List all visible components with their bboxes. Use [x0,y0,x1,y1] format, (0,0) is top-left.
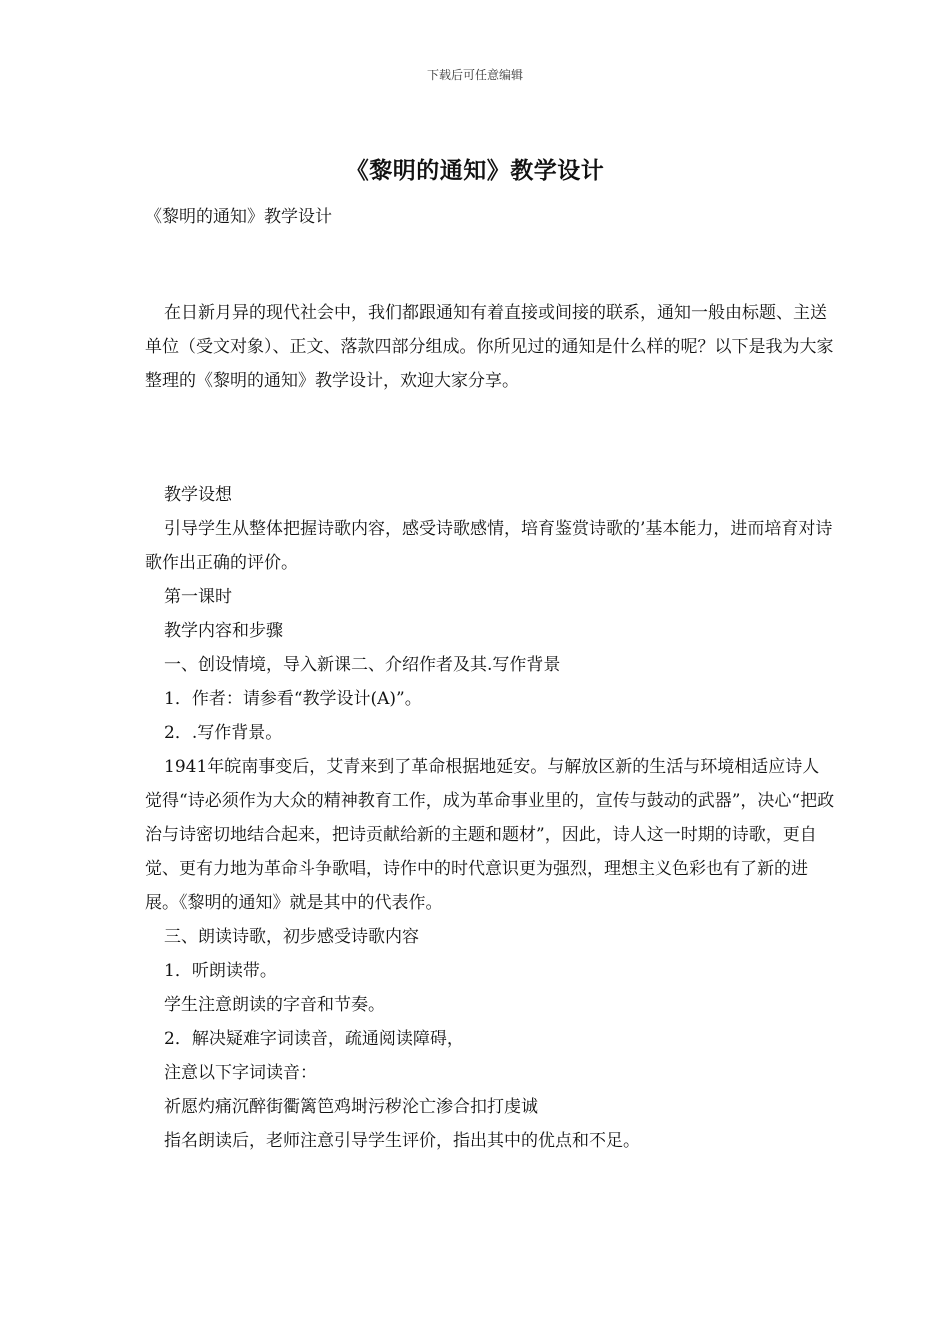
body-section [145,478,835,1158]
list-item: 2．.写作背景。 [164,723,283,743]
list-item: 1．作者：请参看“教学设计(A)”。 [164,689,422,709]
paragraph: 引导学生从整体把握诗歌内容，感受诗歌感情，培育鉴赏诗歌的’基本能力，进而培育对诗歌作出正确的评价。 [145,519,833,573]
section-heading: 教学设想 [164,485,232,505]
paragraph: 学生注意朗读的字音和节奏。 [164,995,385,1015]
step-heading: 三、朗读诗歌，初步感受诗歌内容 [164,927,419,947]
list-item: 2．解决疑难字词读音，疏通阅读障碍， [164,1029,464,1049]
paragraph: 指名朗读后，老师注意引导学生评价，指出其中的优点和不足。 [164,1131,640,1151]
paragraph: 1941年皖南事变后，艾青来到了革命根据地延安。与解放区新的生活与环境相适应诗人觉得“诗必须作为大众的精神教育工作，成为革命事业里的，宣传与鼓动的武器”，决心“把政治与诗密切地结合起来，把诗贡献给新的主题和题材”，因此，诗人这一时期的诗歌，更自觉、更有力地为革命斗争歌唱，诗作中的时代意识更为强烈，理想主义色彩也有了新的进展。《黎明的通知》就是其中的代表作。 [145,757,835,913]
step-heading: 一、创设情境，导入新课二、介绍作者及其.写作背景 [164,655,561,675]
section-heading: 第一课时 [164,587,232,607]
document-subtitle: 《黎明的通知》教学设计 [145,207,332,227]
page-header-note: 下载后可任意编辑 [426,68,523,82]
intro-section [145,296,835,398]
vocabulary-list: 祈愿灼痛沉醉街衢篱笆鸡埘污秽沦亡渗合扣打虔诚 [164,1097,538,1117]
intro-paragraph: 在日新月异的现代社会中，我们都跟通知有着直接或间接的联系，通知一般由标题、主送单位（受文对象）、正文、落款四部分组成。你所见过的通知是什么样的呢？以下是我为大家整理的《黎明的通知》教学设计，欢迎大家分享。 [145,303,834,391]
document-title: 《黎明的通知》教学设计 [345,157,605,184]
paragraph: 注意以下字词读音： [164,1063,317,1083]
section-heading: 教学内容和步骤 [164,621,283,641]
list-item: 1．听朗读带。 [164,961,277,981]
